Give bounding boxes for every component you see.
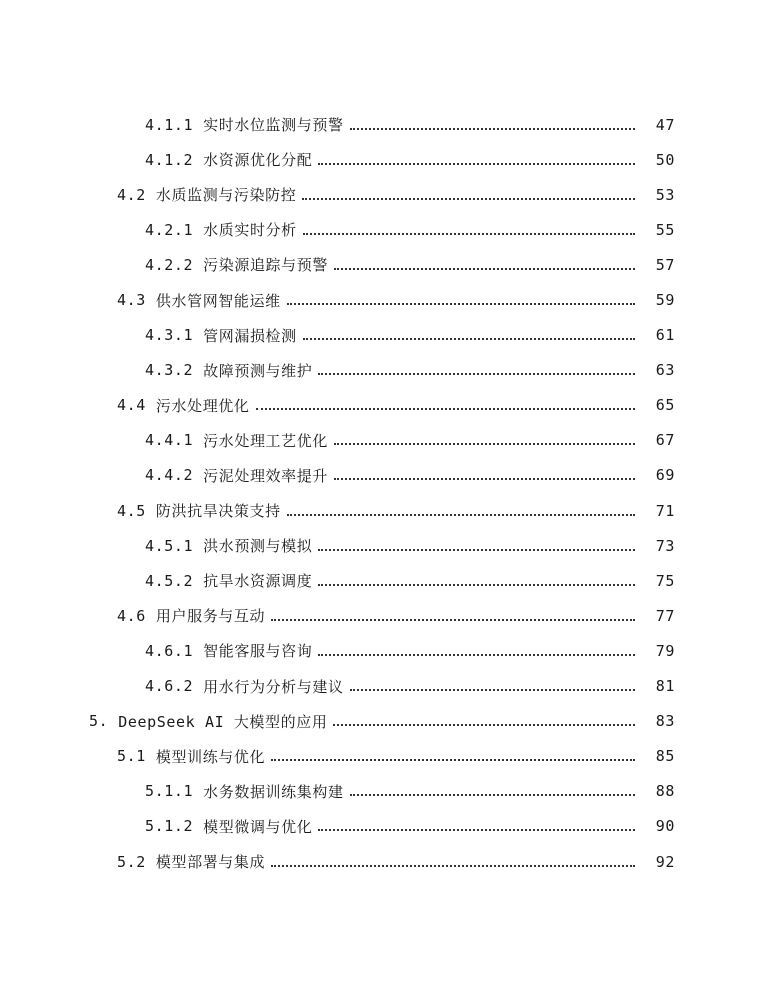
toc-entry-title: 智能客服与咨询 [203,642,313,661]
toc-entry[interactable] [0,774,765,809]
toc-entry-number: 4.3 [117,291,146,310]
toc-entry-page-number: 59 [655,291,675,310]
toc-entry-number: 5. [89,712,109,731]
toc-entry-title: 污泥处理效率提升 [203,466,328,485]
toc-dot-leader [271,865,635,867]
toc-dot-leader [334,268,635,270]
toc-dot-leader [350,794,635,796]
toc-entry[interactable] [0,739,765,774]
toc-entry-number: 5.1.2 [145,817,194,836]
toc-entry-page-number: 75 [655,571,675,590]
toc-dot-leader [334,478,635,480]
toc-dot-leader [318,163,635,165]
toc-entry-number: 5.1 [117,747,146,766]
toc-entry-page-number: 65 [655,396,675,415]
toc-entry[interactable] [0,458,765,493]
toc-dot-leader [302,198,635,200]
toc-entry-number: 4.4.2 [145,466,194,485]
toc-entry-page-number: 69 [655,466,675,485]
toc-entry-title: 洪水预测与模拟 [203,537,313,556]
toc-dot-leader [318,654,635,656]
toc-entry-title: 故障预测与维护 [203,361,313,380]
toc-entry-title: 污水处理优化 [155,396,250,415]
toc-entry-title: 用水行为分析与建议 [203,677,344,696]
toc-dot-leader [287,303,635,305]
toc-entry-page-number: 53 [655,185,675,204]
toc-entry-number: 4.5 [117,501,146,520]
toc-entry-title: 模型部署与集成 [155,853,266,872]
toc-entry-number: 4.6 [117,606,146,625]
toc-entry[interactable] [0,177,765,212]
toc-entry-title: 水质实时分析 [203,221,297,240]
toc-dot-leader [333,724,635,726]
toc-dot-leader [303,233,635,235]
toc-entry-page-number: 57 [655,255,675,274]
toc-dot-leader [318,829,635,831]
toc-entry-number: 4.4.1 [145,431,194,450]
toc-entry-number: 4.3.2 [145,361,194,380]
toc-entry-number: 4.5.1 [145,536,194,555]
toc-entry-number: 4.1.1 [145,115,194,134]
toc-dot-leader [318,584,635,586]
toc-entry[interactable] [0,388,765,423]
toc-entry[interactable] [0,247,765,282]
table-of-contents [0,107,765,879]
toc-entry[interactable] [0,704,765,739]
toc-entry-number: 4.3.1 [145,326,194,345]
toc-dot-leader [350,689,635,691]
toc-entry-title: 污水处理工艺优化 [203,431,328,450]
toc-entry-page-number: 71 [655,501,675,520]
toc-entry-page-number: 55 [655,220,675,239]
toc-entry[interactable] [0,844,765,879]
toc-entry-number: 4.2 [117,185,146,204]
toc-entry-page-number: 47 [655,115,675,134]
toc-entry-page-number: 81 [655,677,675,696]
toc-entry-title: 水务数据训练集构建 [203,782,344,801]
toc-entry[interactable] [0,598,765,633]
toc-entry-page-number: 88 [655,782,675,801]
toc-entry-number: 4.2.1 [145,220,194,239]
toc-entry-page-number: 90 [655,817,675,836]
toc-entry-page-number: 50 [655,150,675,169]
toc-dot-leader [334,443,635,445]
toc-entry-title: 供水管网智能运维 [155,291,281,310]
toc-entry-number: 4.1.2 [145,150,194,169]
toc-entry-title: 实时水位监测与预警 [203,116,344,135]
toc-dot-leader [287,514,635,516]
toc-entry-page-number: 83 [655,712,675,731]
toc-entry[interactable] [0,107,765,142]
toc-dot-leader [256,408,635,410]
toc-entry-title: 防洪抗旱决策支持 [155,502,281,521]
toc-entry-page-number: 77 [655,606,675,625]
toc-entry-title: DeepSeek AI 大模型的应用 [118,712,328,731]
toc-entry-title: 抗旱水资源调度 [203,572,313,591]
toc-entry-number: 4.6.1 [145,641,194,660]
toc-entry-title: 用户服务与互动 [155,607,266,626]
toc-entry-number: 4.2.2 [145,255,194,274]
toc-entry-page-number: 92 [655,852,675,871]
toc-entry-title: 水质监测与污染防控 [155,186,297,205]
toc-entry-page-number: 79 [655,641,675,660]
toc-entry-title: 污染源追踪与预警 [203,256,328,275]
toc-entry[interactable] [0,809,765,844]
toc-entry-page-number: 73 [655,536,675,555]
toc-dot-leader [318,549,635,551]
toc-entry[interactable] [0,423,765,458]
toc-entry[interactable] [0,563,765,598]
toc-dot-leader [350,128,635,130]
toc-entry[interactable] [0,318,765,353]
toc-dot-leader [271,759,635,761]
toc-entry-number: 5.1.1 [145,782,194,801]
toc-entry-page-number: 85 [655,747,675,766]
toc-entry-page-number: 67 [655,431,675,450]
toc-entry-title: 水资源优化分配 [203,151,313,170]
toc-entry-page-number: 61 [655,326,675,345]
toc-dot-leader [303,338,635,340]
toc-entry-number: 4.4 [117,396,146,415]
toc-dot-leader [318,373,635,375]
toc-entry[interactable] [0,493,765,528]
toc-entry[interactable] [0,633,765,668]
toc-entry-page-number: 63 [655,361,675,380]
toc-entry[interactable] [0,528,765,563]
toc-entry-number: 4.5.2 [145,571,194,590]
toc-entry-title: 模型微调与优化 [203,817,313,836]
toc-entry[interactable] [0,282,765,317]
toc-dot-leader [271,619,635,621]
toc-entry-number: 4.6.2 [145,677,194,696]
toc-entry[interactable] [0,353,765,388]
toc-entry-number: 5.2 [117,852,146,871]
toc-entry[interactable] [0,212,765,247]
toc-entry-title: 模型训练与优化 [155,747,266,766]
toc-entry[interactable] [0,142,765,177]
toc-entry[interactable] [0,669,765,704]
toc-entry-title: 管网漏损检测 [203,326,297,345]
